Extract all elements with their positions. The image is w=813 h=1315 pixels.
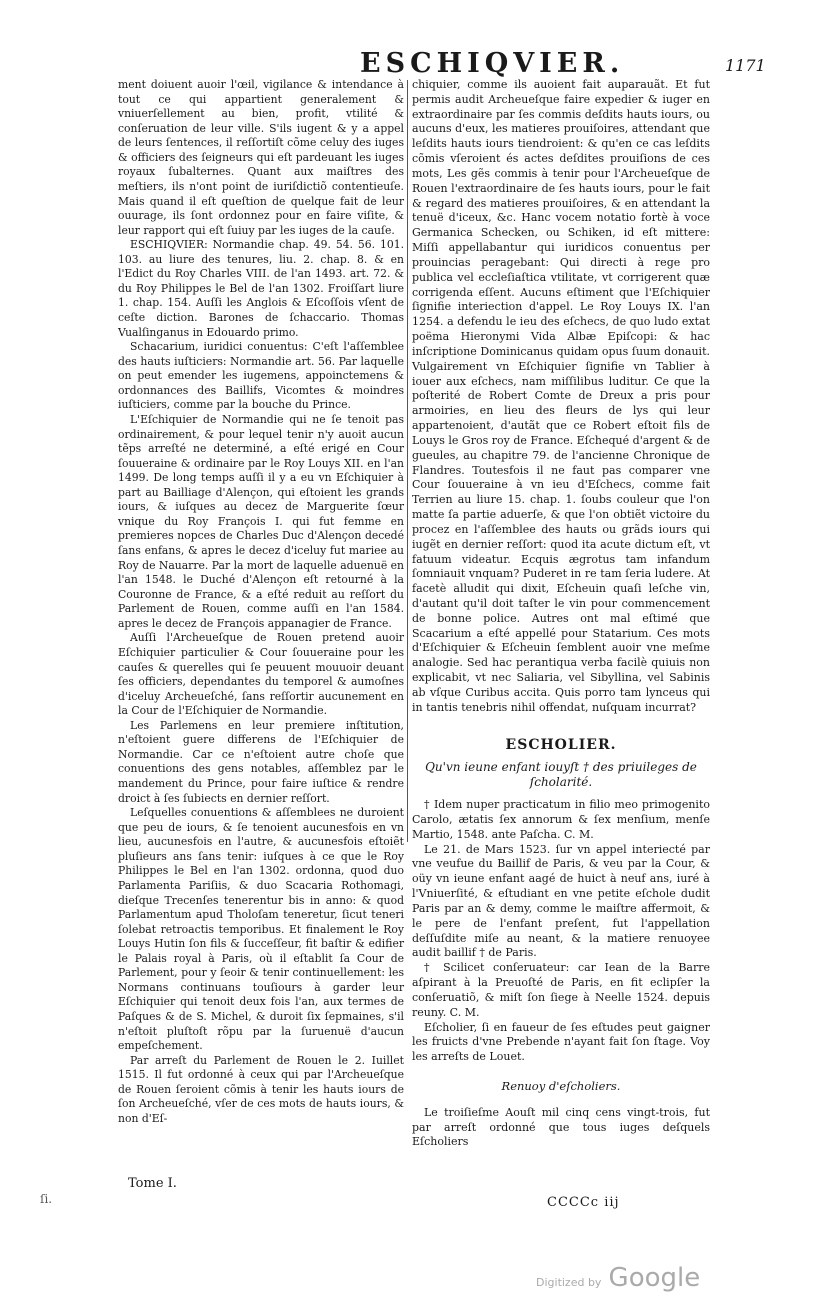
paragraph: † Idem nuper practicatum in filio meo primogenito Carolo, ætatis ſex annorum & ſex menſium, menſe Martio, 1548. ante Paſcha. C. M. <box>412 798 710 841</box>
right-column <box>412 78 710 1150</box>
paragraph: L'Eſchiquier de Normandie qui ne ſe tenoit pas ordinairement, & pour lequel tenir n'y auoit aucun tẽps arreſté ne determiné, a eſté erigé en Cour ſouueraine & ordinaire par le Roy Louys XII. en l'an 1499. De long temps auſſi il y a eu vn Eſchiquier à part au Bailliage d'Alençon, qui eſtoient les grands iours, & iuſques au decez de Marguerite ſœur vnique du Roy François I. qui fut femme en premieres nopces de Charles Duc d'Alençon decedé ſans enfans, & apres le decez d'iceluy fut mariee au Roy de Nauarre. Par la mort de laquelle aduenuë en l'an 1548. le Duché d'Alençon eſt retourné à la Couronne de France, & a eſté reduit au reſſort du Parlement de Rouen, comme auſſi en l'an 1584. apres le decez de François appanagier de France. <box>118 412 404 630</box>
digitized-by-watermark <box>536 1263 700 1293</box>
paragraph: Par arreſt du Parlement de Rouen le 2. Iuillet 1515. Il fut ordonné à ceux qui par l'Archeueſque de Rouen ſeroient cõmis à tenir les hauts iours de ſon Archeueſché, vſer de ces mots de hauts iours, & non d'Eſ- <box>118 1053 404 1125</box>
signature-mark: CCCCc iij <box>547 1195 620 1210</box>
subheading: Renuoy d'eſcholiers. <box>501 1079 621 1093</box>
digitized-prefix: Digitized by <box>536 1276 602 1289</box>
paragraph: ESCHIQVIER: Normandie chap. 49. 54. 56. 101. 103. au liure des tenures, liu. 2. chap. 8. & en l'Edict du Roy Charles VIII. de l'an 1493. art. 72. & du Roy Philippes le Bel de l'an 1302. Froiſſart liure 1. chap. 154. Auſſi les Anglois & Eſcoſſois vſent de ceſte diction. Barones de ſchaccario. Thomas Vualſinganus in Edouardo primo. <box>118 238 404 339</box>
volume-label: Tome I. <box>128 1176 177 1191</box>
article-heading: ESCHOLIER. <box>505 736 617 753</box>
paragraph: Leſquelles conuentions & aſſemblees ne duroient que peu de iours, & ſe tenoient aucunesfois en vn lieu, aucunesfois en l'autre, & aucunesfois eſtoiẽt pluſieurs ans ſans tenir: iuſques à ce que le Roy Philippes le Bel en l'an 1302. ordonna, quod duo Parlamenta Pariſiis, & duo Scacaria Rothomagi, dieſque Trecenſes tenerentur bis in anno: & quod Parlamentum apud Tholoſam teneretur, ſicut teneri ſolebat retroactis temporibus. Et finalement le Roy Louys Hutin ſon fils & ſucceſſeur, fit baſtir & edifier le Palais royal à Paris, où il eſtablit ſa Cour de Parlement, pour y ſeoir & tenir continuellement: les Normans continuans touſiours à garder leur Eſchiquier qui tenoit deux fois l'an, aux termes de Paſques & de S. Michel, & duroit ſix ſepmaines, s'il n'eſtoit pluſtoſt rõpu par la ſuruenuë d'aucun empeſchement. <box>118 806 404 1053</box>
paragraph: † Scilicet conſeruateur: car Iean de la Barre aſpirant à la Preuoſté de Paris, en fit eclipſer la conſeruatiõ, & miſt ſon ſiege à Neelle 1524. depuis reuny. C. M. <box>412 961 710 1019</box>
paragraph: Eſcholier, ſi en faueur de ſes eſtudes peut gaigner les fruicts d'vne Prebende n'ayant fait ſon ſtage. Voy les arreſts de Louet. <box>412 1020 710 1064</box>
paragraph: Auſſi l'Archeueſque de Rouen pretend auoir Eſchiquier particulier & Cour ſouueraine pour les cauſes & querelles qui ſe peuuent mouuoir deuant ſes officiers, dependantes du temporel & aumoſnes d'iceluy Archeueſché, ſans reſſortir aucunement en la Cour de l'Eſchiquier de Normandie. <box>118 631 404 718</box>
paragraph: Les Parlemens en leur premiere inſtitution, n'eſtoient guere differens de l'Eſchiquier de Normandie. Car ce n'eſtoient autre choſe que conuentions des gens notables, aſſemblez par le mandement du Prince, pour faire iuſtice & rendre droict à ſes ſubiects en dernier reſſort. <box>118 718 404 805</box>
left-column <box>118 78 404 1127</box>
page-number: 1171 <box>725 56 766 75</box>
paragraph: Le 21. de Mars 1523. ſur vn appel interiecté par vne veufue du Baillif de Paris, & veu par la Cour, & oüy vn ieune enfant aagé de huict à neuf ans, iuré à l'Vniuerſité, & eſtudiant en vne petite eſchole dudit Paris par an & demy, comme le maiſtre affermoit, & le pere de l'enfant preſent, fut l'appellation deſſuſdite miſe au neant, & la matiere renuoyee audit baillif † de Paris. <box>412 842 710 960</box>
paragraph: Schacarium, iuridici conuentus: C'eſt l'aſſemblee des hauts iuſticiers: Normandie art. 56. Par laquelle on peut emender les iugemens, appoinctemens & ordonnances des Baillifs, Vicomtes & moindres iuſticiers, comme par la bouche du Prince. <box>118 340 404 412</box>
column-divider <box>407 80 408 842</box>
paragraph: ment doiuent auoir l'œil, vigilance & intendance à tout ce qui appartient generalement & vniuerſellement au bien, profit, vtilité & conſeruation de leur ville. S'ils iugent & y a appel de leurs ſentences, il reſſortiſt cõme celuy des iuges & officiers des ſeigneurs qui eſt pardeuant les iuges royaux ſubalternes. Quant aux maiſtres des meſtiers, ils n'ont point de iuriſdictiõ contentieuſe. Mais quand il eſt queſtion de quelque fait de leur ouurage, ils ſont ordonnez pour en faire viſite, & leur rapport qui eſt ſuiuy par les iuges de la cauſe. <box>118 78 404 237</box>
paragraph: Le troiſieſme Aouſt mil cinq cens vingt-trois, fut par arreſt ordonné que tous iuges deſquels Eſcholiers <box>412 1105 710 1149</box>
paragraph: chiquier, comme ils auoient fait auparauãt. Et fut permis audit Archeueſque faire expedier & iuger en extraordinaire par ſes commis deſdits hauts iours, ou aucuns d'eux, les matieres prouiſoires, attendant que leſdits hauts iours tiendroient: & qu'en ce cas leſdits cõmis vſeroient és actes deſdites prouiſions de ces mots, Les gẽs commis à tenir pour l'Archeueſque de Rouen l'extraordinaire de ſes hauts iours, pour le fait & regard des matieres prouiſoires, & en attendant la tenuë d'iceux, &c. Hanc vocem notatio fortè à voce Germanica Schecken, ou Schiken, id eſt mittere: Miſſi appellabantur qui iuridicos conuentus per prouincias peragebant: Qui directi à rege pro publica vel eccleſiaſtica vtilitate, vt corrigerent quæ corrigenda eſſent. Aucuns eſtiment que l'Eſchiquier ſignifie interiection d'appel. Le Roy Louys IX. l'an 1254. a defendu le ieu des eſchecs, de quo ludo extat poëma Hieronymi Vida Albæ Epiſcopi: & hac inſcriptione Dominicanus quidam opus ſuum donauit. Vulgairement vn Eſchiquier ſignifie vn Tablier à iouer aux eſchecs, nam miſſilibus luditur. Ce que la poſterité de Robert Comte de Dreux a pris pour armoiries, en lieu des fleurs de lys qui leur appartenoient, d'autãt que ce Robert eſtoit fils de Louys le Gros roy de France. Eſchequé d'argent & de gueules, au chapitre 79. de l'ancienne Chronique de Flandres. Toutesfois il ne faut pas comparer vne Cour ſouueraine à vn ieu d'Eſchecs, comme fait Terrien au liure 15. chap. 1. ſoubs couleur que l'on matte ſa partie aduerſe, & que l'on obtiẽt victoire du procez en l'aſſemblee des hauts ou grãds iours qui iugẽt en dernier reſſort: quod ita acute dictum eſt, vt fatuum videatur. Ecquis ægrotus tam infandum ſomniauit vnquam? Puderet in re tam ſeria ludere. At facetè alludit qui dixit, Eſcheuin quaſi leſche vin, d'autant qu'il doit taſter le vin pour commencement de bonne police. Autres ont mal eſtimé que Scacarium a eſté appellé pour Statarium. Ces mots d'Eſchiquier & Eſcheuin ſemblent auoir vne meſme analogie. Sed hac perantiqua verba facilè quiuis non explicabit, vt nec Saliaria, vel Sibyllina, vel Sabinis ab vſque Curibus accita. Quis porro tam lynceus qui in tantis tenebris nihil offendat, nuſquam incurrat? <box>412 78 710 714</box>
google-logo: Google <box>608 1263 701 1293</box>
running-head: ESCHIQVIER. <box>360 48 625 79</box>
subheading: Qu'vn ieune enfant iouyſt † des priuileges de ſcholarité. <box>425 760 697 790</box>
margin-mark: ſi. <box>40 1192 53 1206</box>
